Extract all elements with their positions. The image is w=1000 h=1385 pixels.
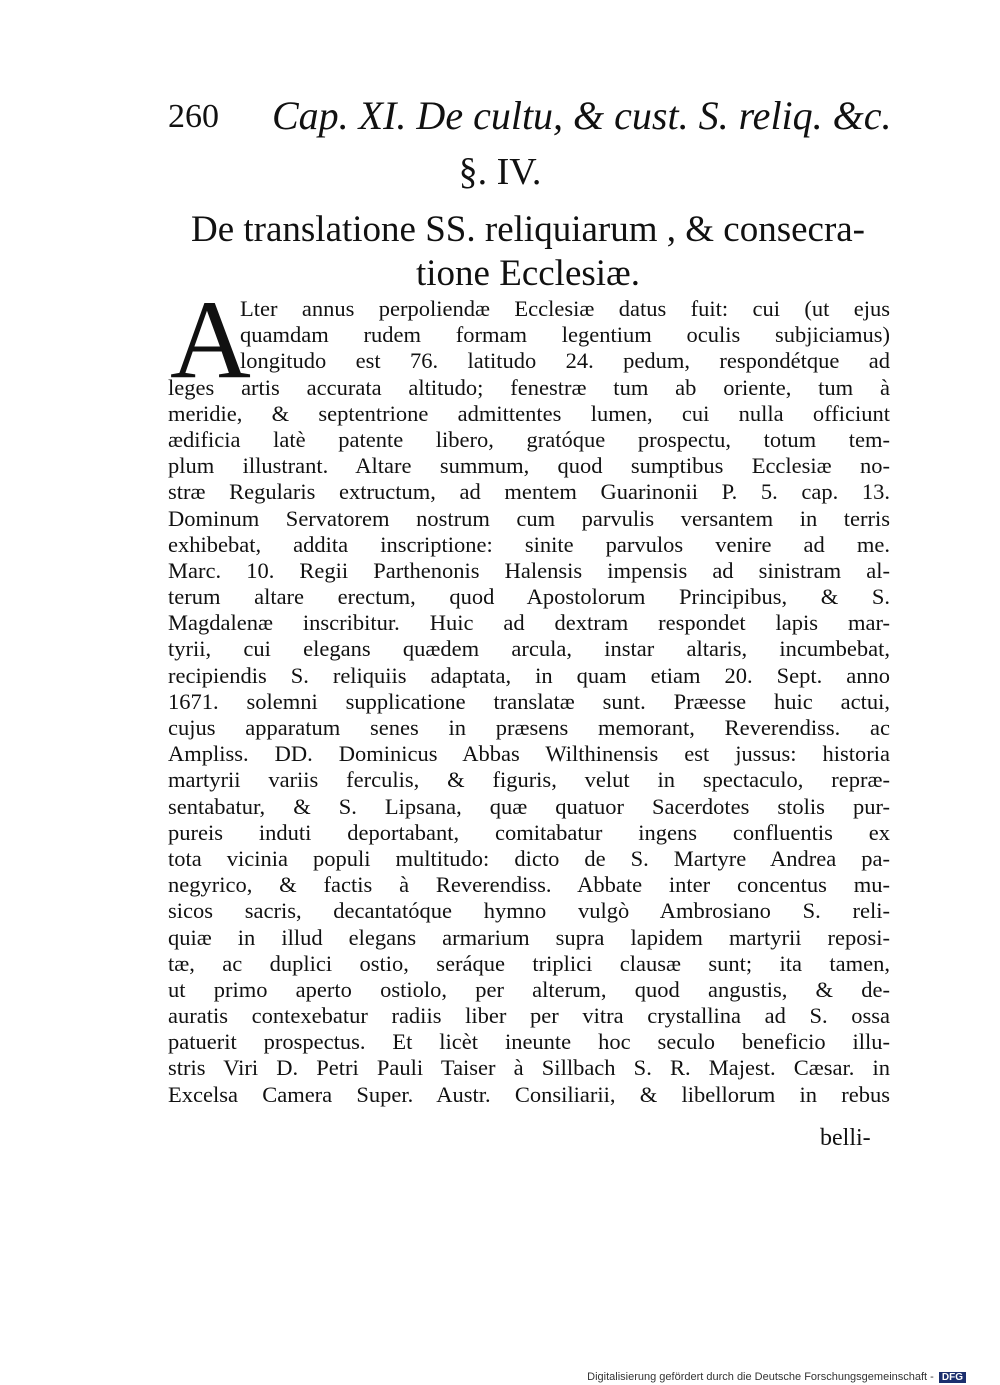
body-line: terum altare erectum, quod Apostolorum Principibus, & S. — [168, 584, 890, 610]
catchword: belli- — [820, 1125, 871, 1151]
body-line: meridie, & septentrione admittentes lumen, cui nulla officiunt — [168, 400, 890, 426]
section-title-line: De translatione SS. reliquiarum , & consecra- — [190, 209, 866, 250]
body-text — [168, 278, 890, 1108]
body-line: patuerit prospectus. Et licèt ineunte hoc seculo beneficio illu- — [168, 1029, 890, 1055]
dfg-logo-icon: DFG — [939, 1372, 966, 1383]
body-line: longitudo est 76. latitudo 24. pedum, respondétque ad — [240, 348, 890, 374]
running-head: Cap. XI. De cultu, & cust. S. reliq. &c. — [272, 93, 892, 138]
body-line: plum illustrant. Altare summum, quod sumptibus Ecclesiæ no- — [168, 453, 890, 479]
body-line: Ampliss. DD. Dominicus Abbas Wilthinensis est jussus: historia — [168, 741, 890, 767]
body-line: sentabatur, & S. Lipsana, quæ quatuor Sacerdotes stolis pur- — [168, 793, 890, 819]
section-title-line: tione Ecclesiæ. — [416, 253, 640, 294]
body-line: recipiendis S. reliquiis adaptata, in quam etiam 20. Sept. anno — [168, 662, 890, 688]
body-line: Marc. 10. Regii Parthenonis Halensis impensis ad sinistram al- — [168, 557, 890, 583]
body-line: Excelsa Camera Super. Austr. Consiliarii, & libellorum in rebus — [168, 1081, 890, 1107]
body-line: tyrii, cui elegans quædem arcula, instar altaris, incumbebat, — [168, 636, 890, 662]
body-line: 1671. solemni supplicatione translatæ sunt. Præesse huic actui, — [168, 688, 890, 714]
page-number: 260 — [168, 98, 219, 135]
body-line: cujus apparatum senes in præsens memorant, Reverendiss. ac — [168, 715, 890, 740]
body-line: quamdam rudem formam legentium oculis subjiciamus) — [240, 322, 890, 348]
body-line: stræ Regularis extructum, ad mentem Guarinonii P. 5. cap. 13. — [168, 479, 890, 505]
section-title — [168, 208, 888, 296]
body-line: ædificia latè patente libero, gratóque prospectu, totum tem- — [168, 426, 890, 452]
body-line: tota vicinia populi multitudo: dicto de S. Martyre Andrea pa- — [168, 845, 890, 871]
footer-credit — [587, 1371, 966, 1383]
body-line: sicos sacris, decantatóque hymno vulgò Ambrosiano S. reli- — [168, 898, 890, 924]
footer-credit-text: Digitalisierung gefördert durch die Deutsche Forschungsgemeinschaft - — [587, 1371, 934, 1383]
body-line: exhibebat, addita inscriptione: sinite parvulos venire ad me. — [168, 531, 890, 557]
body-line: auratis contexebatur radiis liber per vitra crystallina ad S. ossa — [168, 1003, 890, 1029]
body-line: Dominum Servatorem nostrum cum parvulis versantem in terris — [168, 505, 890, 531]
body-line: quiæ in illud elegans armarium supra lapidem martyrii reposi- — [168, 924, 890, 950]
body-line: negyrico, & factis à Reverendiss. Abbate inter concentus mu- — [168, 872, 890, 898]
body-line: ut primo aperto ostiolo, per alterum, quod angustis, & de- — [168, 976, 890, 1002]
body-line: stris Viri D. Petri Pauli Taiser à Sillbach S. R. Majest. Cæsar. in — [168, 1055, 890, 1081]
body-line: leges artis accurata altitudo; fenestræ tum ab oriente, tum à — [168, 374, 890, 400]
body-line: tæ, ac duplici ostio, seráque triplici clausæ sunt; ita tamen, — [168, 950, 890, 976]
drop-cap: A — [170, 278, 251, 402]
page-header — [168, 92, 892, 146]
body-line: Lter annus perpoliendæ Ecclesiæ datus fuit: cui (ut ejus — [240, 296, 890, 321]
section-number: §. IV. — [458, 151, 542, 193]
body-line: pureis induti deportabant, comitabatur ingens confluentis ex — [168, 819, 890, 845]
body-line: martyrii variis ferculis, & figuris, velut in spectaculo, repræ- — [168, 767, 890, 793]
body-line: Magdalenæ inscribitur. Huic ad dextram respondet lapis mar- — [168, 610, 890, 636]
